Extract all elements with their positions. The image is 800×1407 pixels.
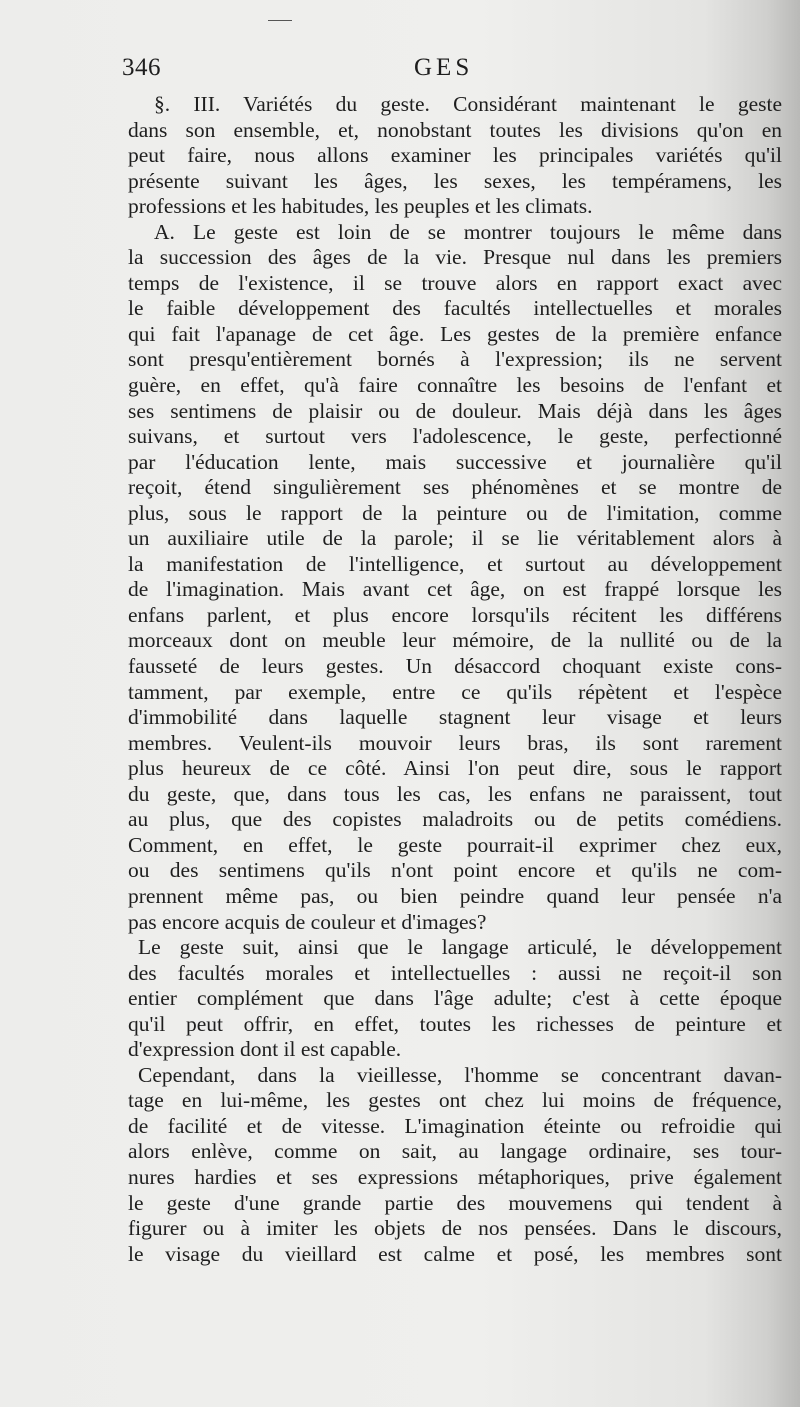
text-line: Le geste suit, ainsi que le langage articulé, le développement (138, 935, 782, 960)
text-line: nures hardies et ses expressions métaphoriques, prive également (128, 1164, 782, 1189)
text-line: par l'éducation lente, mais successive et journalière qu'il (128, 449, 782, 474)
text-line: reçoit, étend singulièrement ses phénomènes et se montre de (128, 475, 782, 500)
text-line: un auxiliaire utile de la parole; il se lie véritablement alors à (128, 526, 782, 551)
text-line: Comment, en effet, le geste pourrait-il exprimer chez eux, (128, 832, 782, 857)
text-line: A. Le geste est loin de se montrer toujours le même dans (154, 219, 782, 244)
text-line: guère, en effet, qu'à faire connaître les besoins de l'enfant et (128, 373, 782, 398)
text-line: professions et les habitudes, les peuples et les climats. (128, 194, 593, 219)
text-line: alors enlève, comme on sait, au langage ordinaire, ses tour- (128, 1139, 782, 1164)
text-line: le visage du vieillard est calme et posé, les membres sont (128, 1241, 782, 1266)
text-line: sont presqu'entièrement bornés à l'expression; ils ne servent (128, 347, 782, 372)
text-line: plus heureux de ce côté. Ainsi l'on peut dire, sous le rapport (128, 756, 782, 781)
body-text (128, 92, 782, 1267)
text-line: suivans, et surtout vers l'adolescence, le geste, perfectionné (128, 424, 782, 449)
text-line: enfans parlent, et plus encore lorsqu'ils récitent les différens (128, 602, 782, 627)
text-line: de l'imagination. Mais avant cet âge, on est frappé lorsque les (128, 577, 782, 602)
text-line: le geste d'une grande partie des mouvemens qui tendent à (128, 1190, 782, 1215)
text-line: plus, sous le rapport de la peinture ou de l'imitation, comme (128, 500, 782, 525)
text-line: dans son ensemble, et, nonobstant toutes les divisions qu'on en (128, 117, 782, 142)
page-number: 346 (122, 54, 161, 81)
text-line: le faible développement des facultés intellectuelles et morales (128, 296, 782, 321)
text-line: ses sentimens de plaisir ou de douleur. Mais déjà dans les âges (128, 398, 782, 423)
text-line: d'expression dont il est capable. (128, 1037, 402, 1062)
running-head (122, 52, 782, 88)
text-line: prennent même pas, ou bien peindre quand leur pensée n'a (128, 883, 782, 908)
text-line: la succession des âges de la vie. Presque nul dans les premiers (128, 245, 782, 270)
text-line: Cependant, dans la vieillesse, l'homme se concentrant davan- (138, 1062, 782, 1087)
text-line: tamment, par exemple, entre ce qu'ils répètent et l'espèce (128, 679, 782, 704)
text-line: qu'il peut offrir, en effet, toutes les richesses de peinture et (128, 1011, 782, 1036)
text-line: des facultés morales et intellectuelles : aussi ne reçoit-il son (128, 960, 782, 985)
text-line: morceaux dont on meuble leur mémoire, de la nullité ou de la (128, 628, 782, 653)
text-line: d'immobilité dans laquelle stagnent leur visage et leurs (128, 705, 782, 730)
text-line: ou des sentimens qu'ils n'ont point encore et qu'ils ne com- (128, 858, 782, 883)
text-line: au plus, que des copistes maladroits ou de petits comédiens. (128, 807, 782, 832)
text-line: fausseté de leurs gestes. Un désaccord choquant existe cons- (128, 654, 782, 679)
text-line: pas encore acquis de couleur et d'images? (128, 909, 487, 934)
top-rule (268, 20, 292, 21)
text-line: tage en lui-même, les gestes ont chez lui moins de fréquence, (128, 1088, 782, 1113)
text-line: figurer ou à imiter les objets de nos pensées. Dans le discours, (128, 1216, 782, 1241)
text-line: peut faire, nous allons examiner les principales variétés qu'il (128, 143, 782, 168)
text-line: de facilité et de vitesse. L'imagination éteinte ou refroidie qui (128, 1113, 782, 1138)
text-line: qui fait l'apanage de cet âge. Les gestes de la première enfance (128, 321, 782, 346)
text-line: §. III. Variétés du geste. Considérant maintenant le geste (154, 92, 782, 116)
text-line: la manifestation de l'intelligence, et surtout au développement (128, 551, 782, 576)
text-line: entier complément que dans l'âge adulte; c'est à cette époque (128, 986, 782, 1011)
text-line: temps de l'existence, il se trouve alors en rapport exact avec (128, 270, 782, 295)
running-title: GES (414, 54, 474, 81)
text-line: du geste, que, dans tous les cas, les enfans ne paraissent, tout (128, 781, 782, 806)
text-line: présente suivant les âges, les sexes, les tempéramens, les (128, 168, 782, 193)
text-line: membres. Veulent-ils mouvoir leurs bras, ils sont rarement (128, 730, 782, 755)
